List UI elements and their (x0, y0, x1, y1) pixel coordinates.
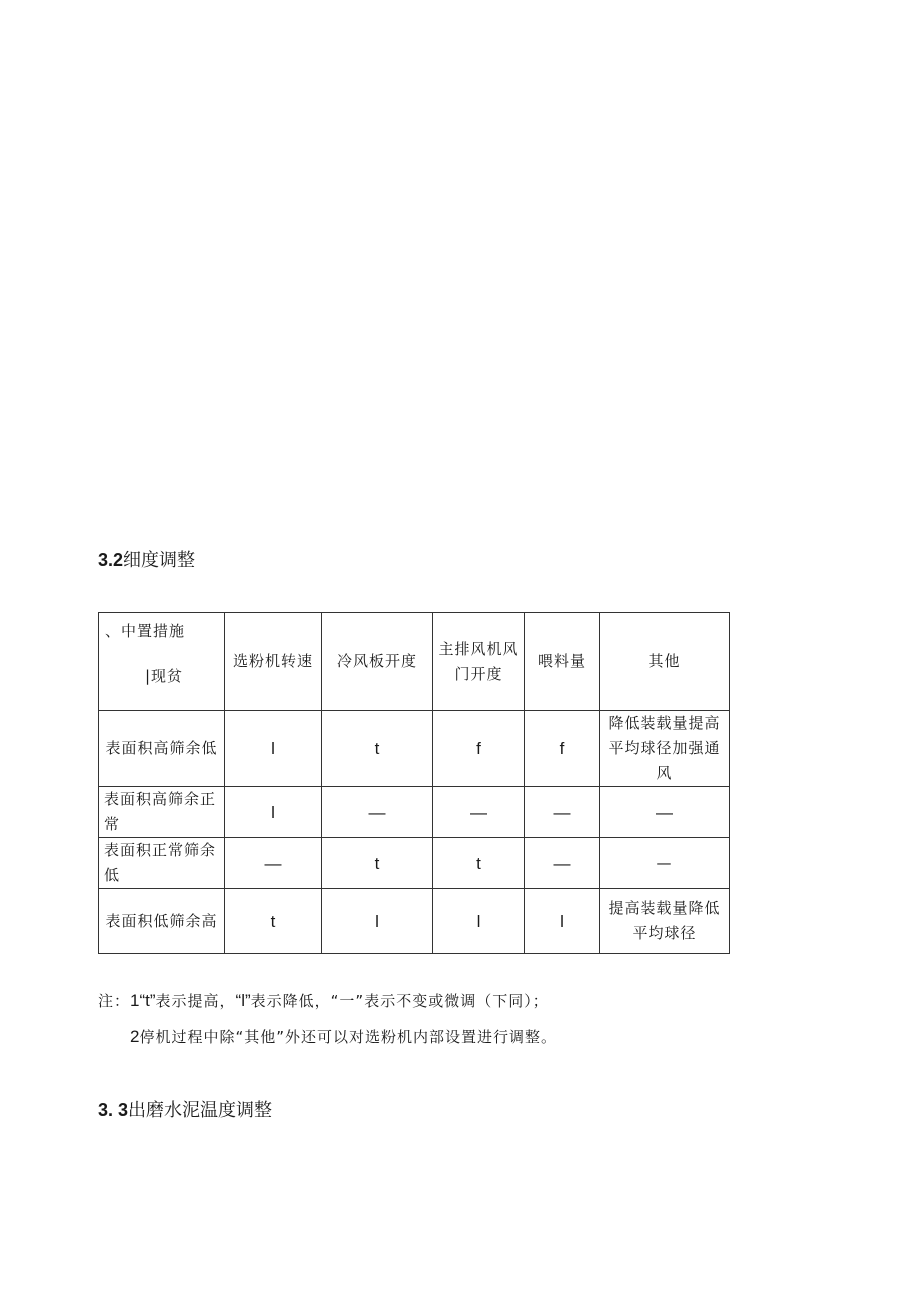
corner-header-measures: 、中置措施 (105, 622, 186, 640)
table-cell: l (225, 711, 322, 787)
note-number: 2 (130, 1027, 140, 1046)
section-number: 3.2 (98, 550, 124, 570)
table-cell: t (322, 838, 433, 889)
table-row (99, 838, 730, 889)
column-header: 喂料量 (525, 613, 600, 711)
table-cell: — (525, 838, 600, 889)
section-heading-3-2 (98, 546, 195, 572)
table-cell: f (525, 711, 600, 787)
adjustment-table (98, 612, 730, 954)
corner-header-phenomenon: |现贫 (145, 667, 184, 685)
table-cell: — (322, 787, 433, 838)
column-header: 选粉机转速 (225, 613, 322, 711)
table-cell: f (433, 711, 525, 787)
table-cell: — (433, 787, 525, 838)
table-cell: — (225, 838, 322, 889)
note-text: 表示降低，“一”表示不变或微调（下同）； (250, 992, 549, 1010)
note-symbol-down: “l” (235, 991, 251, 1010)
table-cell: t (225, 889, 322, 954)
table-cell-other: — (600, 787, 730, 838)
table-cell: l (322, 889, 433, 954)
note-text: 表示提高， (155, 992, 236, 1010)
table-header-row (99, 613, 730, 711)
section-title: 出磨水泥温度调整 (128, 1100, 273, 1121)
table-row (99, 889, 730, 954)
table-row (99, 711, 730, 787)
row-label: 表面积高筛余低 (99, 711, 225, 787)
table-cell: t (433, 838, 525, 889)
row-label: 表面积正常筛余低 (99, 838, 225, 889)
section-number: 3. 3 (98, 1100, 129, 1120)
column-header: 其他 (600, 613, 730, 711)
table-cell-other: 提高装载量降低平均球径 (600, 889, 730, 954)
section-title: 细度调整 (123, 550, 196, 571)
row-label: 表面积高筛余正常 (99, 787, 225, 838)
column-header: 主排风机风门开度 (433, 613, 525, 711)
note-text: 停机过程中除“其他”外还可以对选粉机内部设置进行调整。 (139, 1028, 558, 1046)
table-cell: — (525, 787, 600, 838)
note-prefix: 注： (98, 992, 131, 1010)
table-cell: l (433, 889, 525, 954)
table-cell: t (322, 711, 433, 787)
note-symbol-up: “t” (139, 991, 156, 1010)
column-header: 冷风板开度 (322, 613, 433, 711)
note-number: 1 (130, 991, 140, 1010)
table-row (99, 787, 730, 838)
table-cell: l (225, 787, 322, 838)
table-cell-other: — (600, 838, 730, 889)
table-cell: l (525, 889, 600, 954)
row-label: 表面积低筛余高 (99, 889, 225, 954)
table-cell-other: 降低装载量提高平均球径加强通风 (600, 711, 730, 787)
note-line-2 (130, 1026, 557, 1047)
corner-header-cell (99, 613, 225, 711)
section-heading-3-3 (98, 1096, 272, 1122)
note-line-1 (98, 990, 549, 1011)
